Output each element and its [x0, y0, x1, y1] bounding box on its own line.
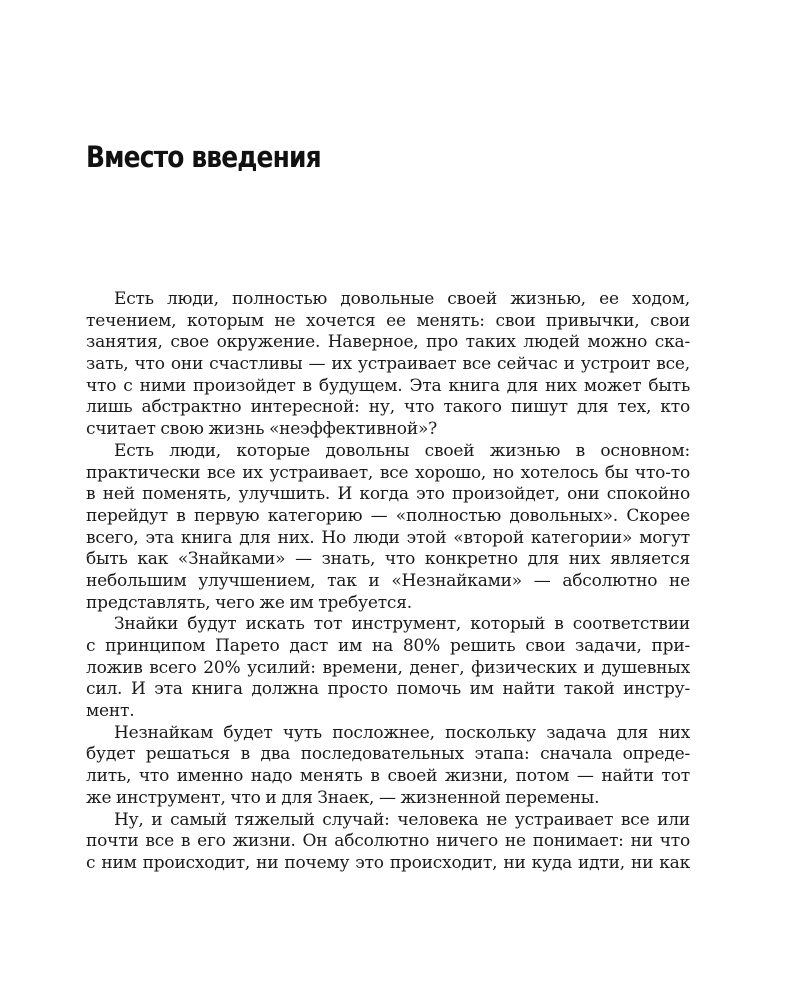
text-line: с принципом Парето даст им на 80% решить свои задачи, при- — [86, 636, 690, 656]
text-line: небольшим улучшением, так и «Незнайками» — абсолютно не — [86, 570, 690, 591]
text-line: Есть люди, полностью довольные своей жизнью, ее ходом, — [114, 289, 690, 309]
text-line: зать, что они счастливы — их устраивает все сейчас и устроит все, — [86, 354, 690, 375]
text-line: же инструмент, что и для Знаек, — жизненной перемены. — [86, 787, 600, 808]
text-line: всего, эта книга для них. Но люди этой «второй категории» могут — [86, 527, 690, 548]
text-line: ложив всего 20% усилий: времени, денег, физических и душевных — [86, 657, 690, 678]
text-line: перейдут в первую категорию — «полностью довольных». Скорее — [86, 505, 690, 526]
text-line: в ней поменять, улучшить. И когда это произойдет, они спокойно — [86, 484, 690, 505]
text-line: Незнайкам будет чуть посложнее, поскольку задача для них — [114, 722, 690, 743]
text-line: Знайки будут искать тот инструмент, который в соответствии — [114, 614, 690, 635]
text-line: лить, что именно надо менять в своей жизни, потом — найти тот — [86, 766, 690, 787]
text-line: считает свою жизнь «неэффективной»? — [86, 419, 438, 440]
text-line: почти все в его жизни. Он абсолютно ничего не понимает: ни что — [86, 831, 690, 852]
text-line: что с ними произойдет в будущем. Эта книга для них может быть — [86, 375, 690, 396]
text-line: представлять, чего же им требуется. — [86, 592, 412, 613]
text-line: сил. И эта книга должна просто помочь им найти такой инстру- — [86, 679, 690, 700]
text-line: занятия, свое окружение. Наверное, про таких людей можно ска- — [86, 332, 690, 353]
text-line: будет решаться в два последовательных этапа: сначала опреде- — [86, 744, 690, 765]
body-text — [86, 289, 690, 875]
text-line: Есть люди, которые довольны своей жизнью в основном: — [114, 440, 690, 461]
text-line: с ним происходит, ни почему это происходит, ни куда идти, ни как — [86, 852, 690, 873]
text-line: мент. — [86, 701, 135, 722]
text-line: Ну, и самый тяжелый случай: человека не устраивает все или — [114, 809, 690, 830]
text-line: течением, которым не хочется ее менять: свои привычки, свои — [86, 310, 690, 331]
chapter-title: Вместо введения — [86, 140, 321, 174]
text-line: практически все их устраивает, все хорошо, но хотелось бы что-то — [86, 462, 690, 483]
text-line: лишь абстрактно интересной: ну, что такого пишут для тех, кто — [86, 397, 690, 418]
text-line: быть как «Знайками» — знать, что конкретно для них является — [86, 549, 690, 570]
